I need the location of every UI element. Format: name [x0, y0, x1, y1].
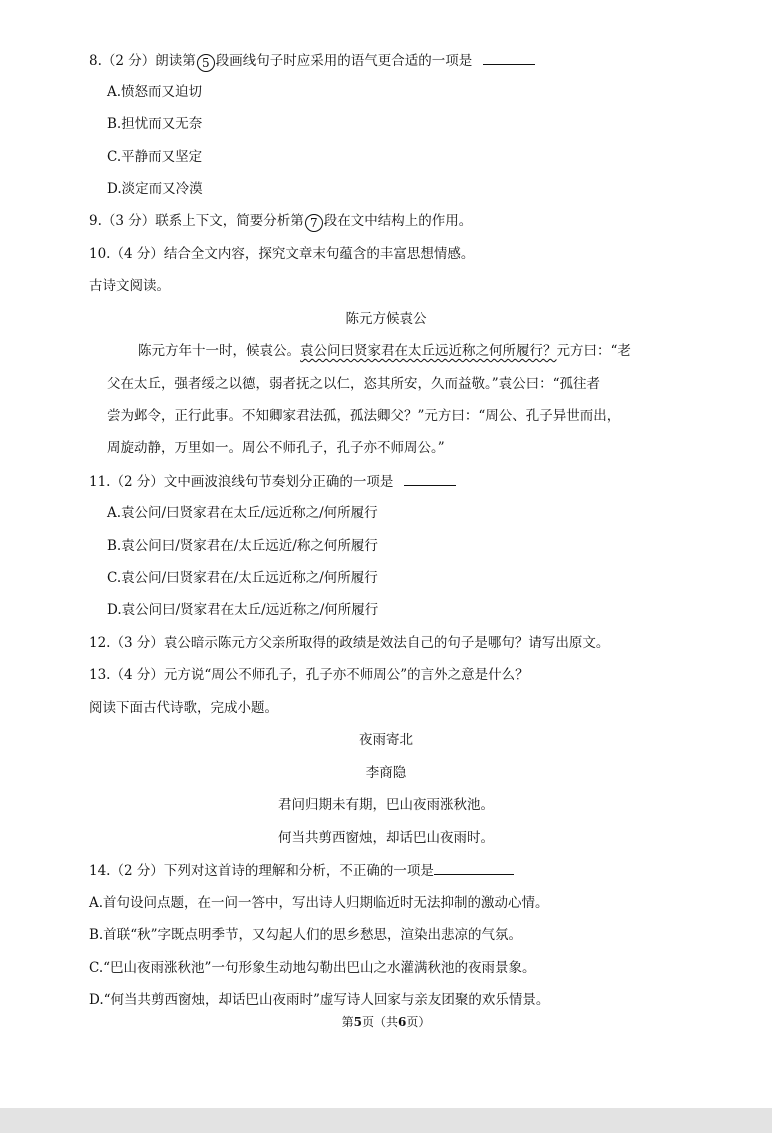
section-heading-classic: 古诗文阅读。: [89, 278, 170, 294]
passage-line-2: 父在太丘，强者绥之以德，弱者抚之以仁，恣其所安，久而益敬。”袁公曰：“孤往者: [107, 376, 601, 392]
question-10: 10.（4 分）结合全文内容，探究文章末句蕴含的丰富思想情感。: [89, 246, 475, 262]
option-11c: C.袁公问/曰贤家君在/太丘远近称之/何所履行: [107, 570, 378, 586]
option-11a: A.袁公问/曰贤家君在太丘/远近称之/何所履行: [107, 505, 378, 521]
footer-mid: 页（共: [361, 1015, 398, 1029]
option-8b: B.担忧而又无奈: [107, 116, 203, 132]
passage-line-4: 周旋动静，万里如一。周公不师孔子，孔子亦不师周公。”: [107, 440, 445, 456]
footer-page-number: 5: [353, 1015, 362, 1029]
footer-total-pages: 6: [398, 1015, 407, 1029]
answer-blank: [404, 471, 456, 486]
circled-number-5: 5: [197, 54, 215, 72]
question-11: [89, 471, 456, 492]
question-14: [89, 860, 514, 881]
option-11d: D.袁公问曰/贤家君在太丘/远近称之/何所履行: [107, 602, 379, 618]
poem-title: 夜雨寄北: [359, 732, 413, 748]
option-8a: A.愤怒而又迫切: [107, 84, 203, 100]
option-11b: B.袁公问曰/贤家君在/太丘远近/称之何所履行: [107, 538, 378, 554]
question-9: [89, 211, 472, 232]
option-8c: C.平静而又坚定: [107, 149, 203, 165]
poem-author: 李商隐: [365, 765, 407, 781]
answer-blank: [434, 860, 514, 875]
passage-title: 陈元方候袁公: [345, 311, 427, 327]
viewer-bottom-bar: [0, 1108, 772, 1133]
option-14a: A.首句设问点题，在一问一答中，写出诗人归期临近时无法抑制的激动心情。: [89, 895, 549, 911]
passage-line-3: 尝为邺令，正行此事。不知卿家君法孤，孤法卿父？”元方曰：“周公、孔子异世而出，: [107, 408, 621, 424]
question-8: [89, 50, 535, 72]
question-9-text-pre: 9.（3 分）联系上下文，简要分析第: [89, 213, 304, 229]
question-12: 12.（3 分）袁公暗示陈元方父亲所取得的政绩是效法自己的句子是哪句？请写出原文。: [89, 635, 610, 651]
passage-line-1-pre: 陈元方年十一时，候袁公。: [138, 343, 300, 359]
section-heading-poem: 阅读下面古代诗歌，完成小题。: [89, 700, 278, 716]
question-8-text-post: 段画线句子时应采用的语气更合适的一项是: [215, 53, 473, 69]
option-8d: D.淡定而又冷漠: [107, 181, 203, 197]
question-11-text: 11.（2 分）文中画波浪线句节奏划分正确的一项是: [89, 474, 394, 490]
question-14-text: 14.（2 分）下列对这首诗的理解和分析，不正确的一项是: [89, 863, 434, 879]
question-8-text-pre: 8.（2 分）朗读第: [89, 53, 196, 69]
wavy-underlined-sentence: 袁公问曰贤家君在太丘远近称之何所履行？: [300, 343, 557, 359]
option-14c: C.“巴山夜雨涨秋池”一句形象生动地勾勒出巴山之水灌满秋池的夜雨景象。: [89, 960, 536, 976]
footer-pre: 第: [341, 1015, 354, 1029]
question-9-text-post: 段在文中结构上的作用。: [323, 213, 473, 229]
circled-number-7: 7: [305, 214, 323, 232]
answer-blank: [483, 50, 535, 65]
option-14b: B.首联“秋”字既点明季节，又勾起人们的思乡愁思，渲染出悲凉的气氛。: [89, 927, 523, 943]
footer-post: 页）: [406, 1015, 431, 1029]
question-13: 13.（4 分）元方说“周公不师孔子，孔子亦不师周公”的言外之意是什么？: [89, 667, 529, 683]
passage-line-1: [138, 341, 631, 361]
poem-line-2: 何当共剪西窗烛，却话巴山夜雨时。: [278, 830, 494, 846]
page-footer: [0, 1014, 772, 1030]
poem-line-1: 君问归期未有期，巴山夜雨涨秋池。: [278, 797, 494, 813]
option-14d: D.“何当共剪西窗烛，却话巴山夜雨时”虚写诗人回家与亲友团聚的欢乐情景。: [89, 992, 550, 1008]
passage-line-1-post: 元方曰：“老: [556, 343, 631, 359]
